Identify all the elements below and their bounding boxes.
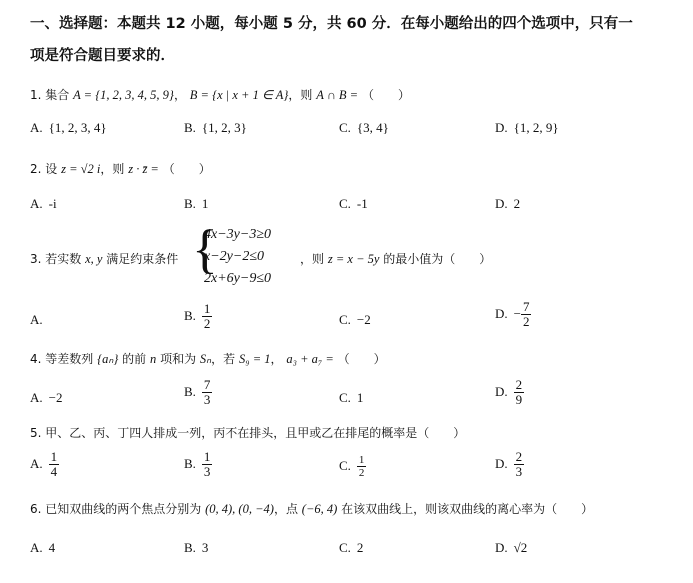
q5-option-a bbox=[30, 450, 59, 480]
q2-z-def: z = √2 i bbox=[61, 162, 101, 176]
q6-point: (−6, 4) bbox=[301, 502, 338, 516]
option-value: {1, 2, 3, 4} bbox=[48, 120, 107, 135]
constraint-system bbox=[204, 224, 271, 290]
option-value: −2 bbox=[48, 390, 63, 405]
denominator: 3 bbox=[203, 392, 211, 408]
q3-vars: x, y bbox=[85, 252, 103, 266]
section-title-line2: 项是符合题目要求的． bbox=[30, 48, 175, 64]
option-label: B. bbox=[184, 540, 196, 555]
q2-then: ，则 bbox=[100, 162, 125, 176]
q2-option-c bbox=[339, 196, 368, 212]
q1-set-b: B = {x | x + 1 ∈ A} bbox=[189, 88, 289, 102]
q3-constraint-text: 满足约束条件 bbox=[106, 252, 179, 266]
question-3-stem-left bbox=[30, 250, 178, 267]
q3-option-c bbox=[339, 312, 371, 328]
fraction bbox=[202, 302, 213, 332]
option-label: C. bbox=[339, 196, 351, 211]
option-value: 1 bbox=[356, 390, 364, 405]
q1-set-a: A = {1, 2, 3, 4, 5, 9} bbox=[73, 88, 174, 102]
option-value: 3 bbox=[201, 540, 209, 555]
q5-option-d bbox=[495, 450, 524, 480]
fraction bbox=[514, 450, 525, 480]
q4-text: 4. 等差数列 bbox=[30, 352, 94, 366]
q3-then: ，则 bbox=[300, 252, 325, 266]
q4-text2: 的前 bbox=[122, 352, 147, 366]
option-label: A. bbox=[30, 120, 43, 135]
q4-sum: a₃ + a₇ = bbox=[286, 352, 334, 366]
option-label: C. bbox=[339, 457, 351, 473]
q4-comma: ， bbox=[270, 352, 283, 366]
denominator: 3 bbox=[515, 464, 523, 480]
question-3-stem-right bbox=[300, 250, 491, 267]
q1-intersection: A ∩ B = bbox=[316, 88, 359, 102]
question-2-stem bbox=[30, 160, 211, 177]
fraction bbox=[357, 454, 367, 479]
q4-option-b bbox=[184, 378, 212, 408]
q4-seq: {aₙ} bbox=[97, 352, 119, 366]
fraction bbox=[521, 300, 532, 330]
option-value: −2 bbox=[356, 312, 371, 327]
q3-option-d bbox=[495, 300, 531, 330]
q6-option-c bbox=[339, 540, 363, 556]
fraction bbox=[202, 450, 213, 480]
q3-objective: z = x − 5y bbox=[327, 252, 380, 266]
option-value: {3, 4} bbox=[356, 120, 389, 135]
q2-option-d bbox=[495, 196, 520, 212]
option-value: 2 bbox=[356, 540, 364, 555]
option-label: A. bbox=[30, 455, 43, 471]
q3-option-b bbox=[184, 302, 212, 332]
option-label: B. bbox=[184, 455, 196, 471]
numerator: 1 bbox=[358, 454, 365, 466]
option-label: D. bbox=[495, 305, 508, 321]
q2-product: z · z̄ = bbox=[128, 162, 159, 176]
constraint-brace: { bbox=[192, 219, 218, 279]
q1-text: 1. 集合 bbox=[30, 88, 70, 102]
q2-text: 2. 设 bbox=[30, 162, 58, 176]
q3-min-text: 的最小值为（ ） bbox=[383, 252, 492, 266]
denominator: 2 bbox=[203, 316, 211, 332]
option-label: A. bbox=[30, 196, 43, 211]
denominator: 3 bbox=[203, 464, 211, 480]
q1-option-d bbox=[495, 120, 559, 136]
numerator: 1 bbox=[50, 449, 58, 464]
q6-point-text: ，点 bbox=[273, 502, 298, 516]
numerator: 2 bbox=[515, 449, 523, 464]
denominator: 2 bbox=[358, 467, 365, 480]
q1-paren: （ ） bbox=[361, 88, 410, 102]
option-label: A. bbox=[30, 390, 43, 405]
option-label: C. bbox=[339, 540, 351, 555]
constraint-2: x−2y−2≤0 bbox=[204, 249, 265, 264]
option-label: C. bbox=[339, 312, 351, 327]
q4-paren: （ ） bbox=[337, 352, 386, 366]
option-value: 4 bbox=[48, 540, 56, 555]
option-label: B. bbox=[184, 120, 196, 135]
q5-option-b bbox=[184, 450, 212, 480]
q1-then: ，则 bbox=[288, 88, 313, 102]
option-value: 2 bbox=[513, 196, 521, 211]
q3-option-a bbox=[30, 312, 49, 328]
option-sign: − bbox=[513, 305, 521, 321]
fraction bbox=[49, 450, 60, 480]
numerator: 7 bbox=[522, 299, 530, 314]
q4-sn: Sₙ bbox=[199, 352, 212, 366]
numerator: 7 bbox=[203, 377, 211, 392]
denominator: 9 bbox=[515, 392, 523, 408]
denominator: 4 bbox=[50, 464, 58, 480]
option-label: C. bbox=[339, 390, 351, 405]
question-4-stem bbox=[30, 350, 386, 367]
q4-option-a bbox=[30, 390, 62, 406]
option-value: {1, 2, 3} bbox=[201, 120, 247, 135]
q1-option-c bbox=[339, 120, 389, 136]
q6-option-b bbox=[184, 540, 208, 556]
option-value: {1, 2, 9} bbox=[513, 120, 559, 135]
q4-option-d bbox=[495, 378, 524, 408]
q4-if: ，若 bbox=[211, 352, 236, 366]
option-value: -i bbox=[48, 196, 57, 211]
question-1-stem bbox=[30, 86, 410, 103]
option-label: A. bbox=[30, 312, 43, 327]
q4-s9: S₉ = 1 bbox=[239, 352, 271, 366]
q6-option-d bbox=[495, 540, 527, 556]
section-title-line1: 一、选择题：本题共 12 小题，每小题 5 分，共 60 分．在每小题给出的四个选项中，只有一 bbox=[30, 16, 633, 32]
q1-option-b bbox=[184, 120, 247, 136]
numerator: 1 bbox=[203, 449, 211, 464]
numerator: 2 bbox=[515, 377, 523, 392]
option-label: B. bbox=[184, 196, 196, 211]
option-label: D. bbox=[495, 120, 508, 135]
q5-text: 5. 甲、乙、丙、丁四人排成一列，丙不在排头，且甲或乙在排尾的概率是（ ） bbox=[30, 426, 466, 440]
option-label: B. bbox=[184, 307, 196, 323]
q4-n: n bbox=[150, 352, 157, 366]
option-value: 1 bbox=[201, 196, 209, 211]
option-label: D. bbox=[495, 383, 508, 399]
constraint-3: 2x+6y−9≤0 bbox=[204, 271, 272, 286]
q3-text: 3. 若实数 bbox=[30, 252, 82, 266]
constraint-1: 4x−3y−3≥0 bbox=[204, 227, 272, 242]
option-value: -1 bbox=[356, 196, 368, 211]
q4-option-c bbox=[339, 390, 363, 406]
q6-foci: (0, 4), (0, −4) bbox=[205, 502, 274, 516]
q2-option-b bbox=[184, 196, 208, 212]
q6-text2: 在该双曲线上，则该双曲线的离心率为（ ） bbox=[341, 502, 594, 516]
option-label: B. bbox=[184, 383, 196, 399]
fraction bbox=[514, 378, 525, 408]
fraction bbox=[202, 378, 213, 408]
q1-comma: ， bbox=[173, 88, 186, 102]
denominator: 2 bbox=[522, 314, 530, 330]
q4-text3: 项和为 bbox=[160, 352, 197, 366]
q2-option-a bbox=[30, 196, 57, 212]
q2-paren: （ ） bbox=[162, 162, 211, 176]
q5-option-c bbox=[339, 454, 366, 479]
option-label: D. bbox=[495, 540, 508, 555]
option-value: √2 bbox=[513, 540, 528, 555]
numerator: 1 bbox=[203, 301, 211, 316]
q1-option-a bbox=[30, 120, 107, 136]
option-label: C. bbox=[339, 120, 351, 135]
q6-text: 6. 已知双曲线的两个焦点分别为 bbox=[30, 502, 202, 516]
option-label: D. bbox=[495, 196, 508, 211]
question-6-stem bbox=[30, 500, 593, 517]
question-5-stem bbox=[30, 424, 465, 441]
option-label: A. bbox=[30, 540, 43, 555]
option-label: D. bbox=[495, 455, 508, 471]
q6-option-a bbox=[30, 540, 55, 556]
